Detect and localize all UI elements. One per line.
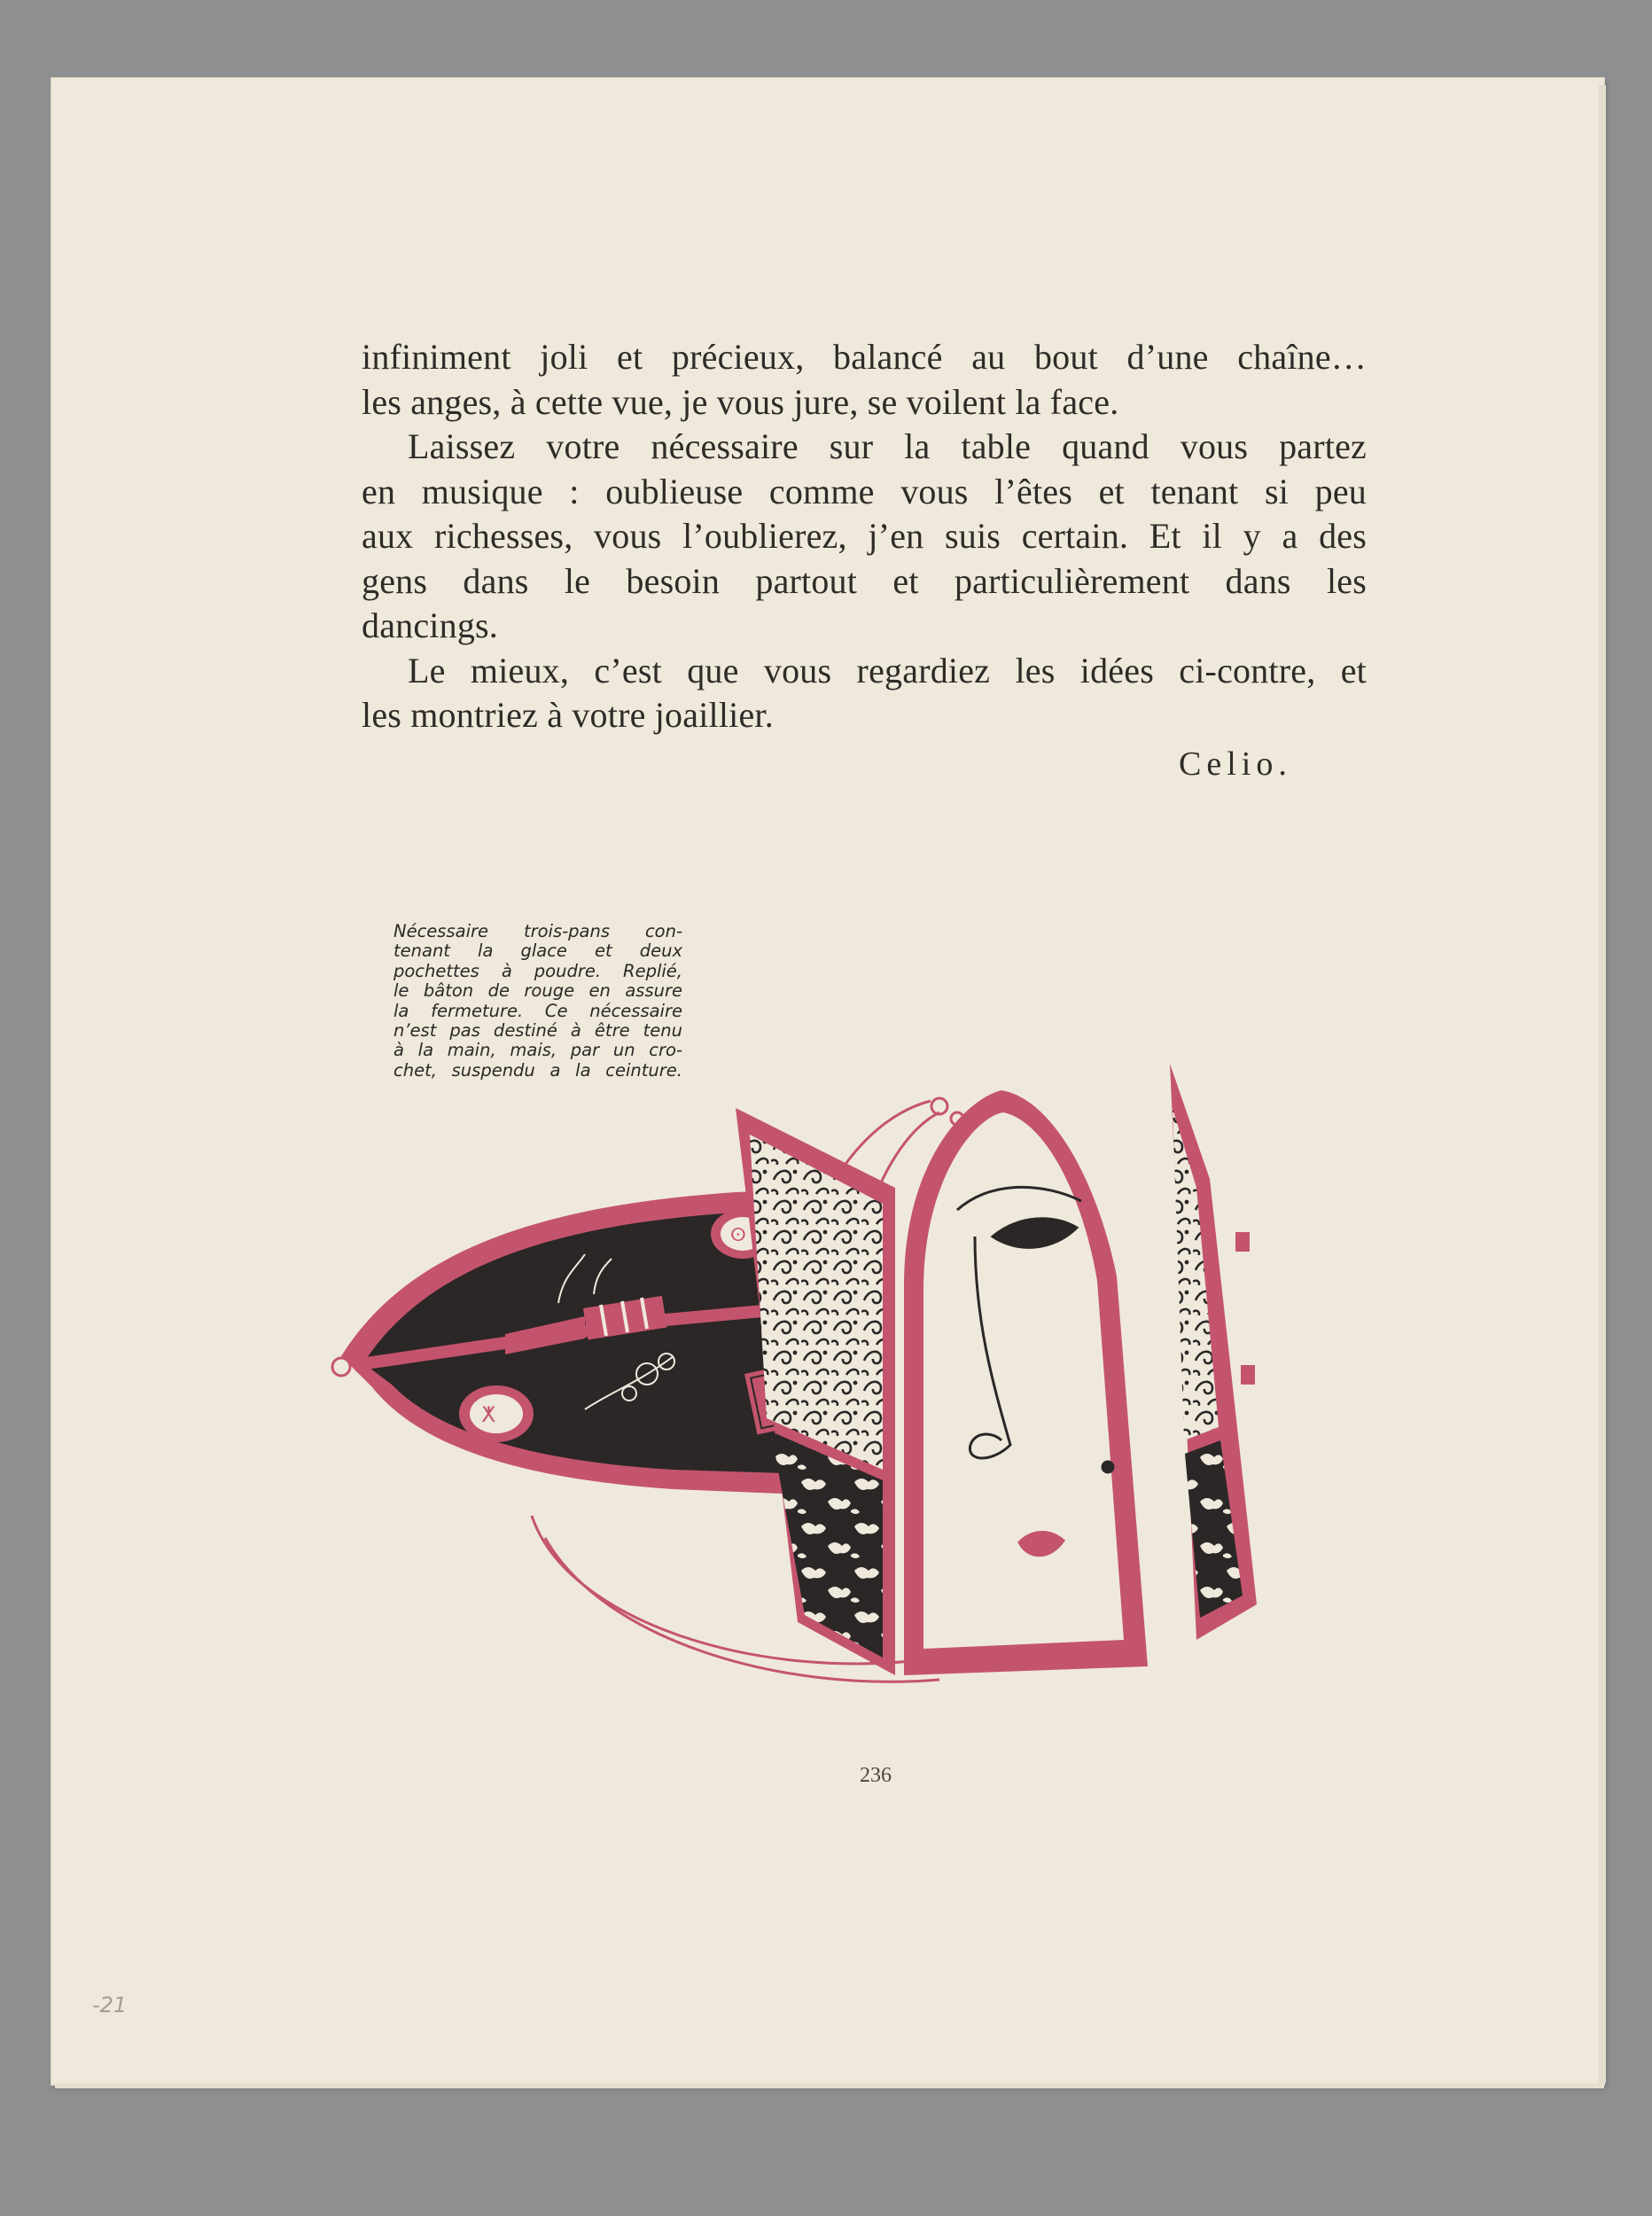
author-signature: Celio. [1179, 745, 1292, 783]
body-line: les montriez à votre joaillier. [362, 695, 774, 735]
caption-line: tenant la glace et deux [394, 941, 682, 962]
powder-seal-icon [459, 1385, 534, 1442]
margin-pencil-note: -21 [92, 1993, 128, 2017]
body-line: gens dans le besoin partout et particulièrement dans les [362, 560, 1367, 601]
caption-line: pochettes à poudre. Replié, [394, 961, 682, 981]
caption-line: Nécessaire trois-pans con- [394, 922, 682, 941]
mirror-panel [904, 1090, 1148, 1675]
body-line: aux richesses, vous l’oublierez, j’en suis certain. Et il y a des [362, 516, 1367, 556]
vanity-case-illustration [319, 984, 1383, 1755]
body-line: infiniment joli et précieux, balancé au bout d’une chaîne… [362, 337, 1367, 377]
body-text [362, 335, 1367, 738]
caption-line: la fermeture. Ce nécessaire [394, 1001, 682, 1021]
page-edge-bottom [55, 2083, 1604, 2088]
caption-line: n’est pas destiné à être tenu [394, 1020, 682, 1041]
page-edge-right [1599, 85, 1606, 2083]
body-line: Laissez votre nécessaire sur la table quand vous partez [408, 426, 1367, 466]
body-line: les anges, à cette vue, je vous jure, se voilent la face. [362, 381, 1119, 422]
body-line: Le mieux, c’est que vous regardiez les idées ci-contre, et [408, 650, 1367, 691]
body-line: en musique : oublieuse comme vous l’êtes et tenant si peu [362, 471, 1367, 511]
caption-line: le bâton de rouge en assure [394, 981, 682, 1002]
svg-text:ⵙ: ⵙ [730, 1224, 746, 1245]
page-number: 236 [860, 1764, 892, 1787]
body-line: dancings. [362, 605, 498, 645]
right-folding-panel [1170, 1064, 1257, 1640]
svg-text:ⵅ: ⵅ [481, 1402, 495, 1427]
caption-line: chet, suspendu a la ceinture. [394, 1060, 682, 1081]
caption-line: à la main, mais, par un cro- [394, 1041, 682, 1061]
